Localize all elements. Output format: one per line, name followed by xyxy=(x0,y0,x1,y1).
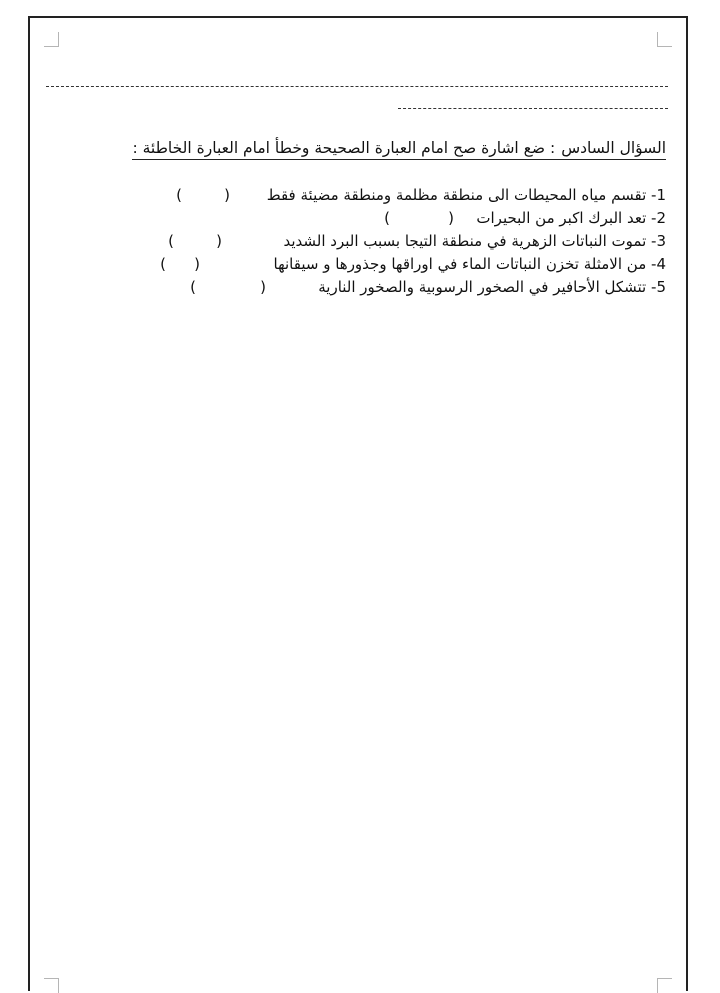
statement-text: تتشكل الأحافير في الصخور الرسوبية والصخور النارية xyxy=(318,278,647,296)
question-instruction: : ضع اشارة صح امام العبارة الصحيحة وخطأ امام العبارة الخاطئة : xyxy=(132,139,556,157)
document-page xyxy=(28,16,688,991)
statement-text: تقسم مياه المحيطات الى منطقة مظلمة ومنطقة مضيئة فقط xyxy=(266,186,647,204)
answer-open-paren[interactable]: ( xyxy=(224,186,230,204)
statement-text: تعد البرك اكبر من البحيرات xyxy=(476,209,647,227)
answer-open-paren[interactable]: ( xyxy=(216,232,222,250)
answer-close-paren[interactable]: ) xyxy=(190,278,196,296)
answer-open-paren[interactable]: ( xyxy=(260,278,266,296)
answer-close-paren[interactable]: ) xyxy=(160,255,166,273)
answer-close-paren[interactable]: ) xyxy=(176,186,182,204)
statement-number: 1- xyxy=(651,186,666,204)
statement-item xyxy=(106,230,666,253)
statement-text: تموت النباتات الزهرية في منطقة التيجا بسبب البرد الشديد xyxy=(283,232,647,250)
dashed-separator-long xyxy=(46,86,668,87)
statement-list xyxy=(106,184,666,299)
margin-corner-top-right xyxy=(657,32,672,47)
answer-open-paren[interactable]: ( xyxy=(448,209,454,227)
question-title: السؤال السادس xyxy=(561,139,666,157)
statement-number: 4- xyxy=(651,255,666,273)
margin-corner-top-left xyxy=(44,32,59,47)
statement-item xyxy=(106,253,666,276)
statement-text: من الامثلة تخزن النباتات الماء في اوراقها وجذورها و سيقانها xyxy=(273,255,647,273)
statement-number: 5- xyxy=(651,278,666,296)
margin-corner-bottom-right xyxy=(657,978,672,993)
answer-open-paren[interactable]: ( xyxy=(194,255,200,273)
answer-close-paren[interactable]: ) xyxy=(384,209,390,227)
dashed-separator-short xyxy=(398,108,668,109)
statement-number: 3- xyxy=(651,232,666,250)
statement-number: 2- xyxy=(651,209,666,227)
question-heading xyxy=(132,138,666,160)
answer-close-paren[interactable]: ) xyxy=(168,232,174,250)
margin-corner-bottom-left xyxy=(44,978,59,993)
statement-item xyxy=(106,184,666,207)
statement-item xyxy=(106,207,666,230)
statement-item xyxy=(106,276,666,299)
